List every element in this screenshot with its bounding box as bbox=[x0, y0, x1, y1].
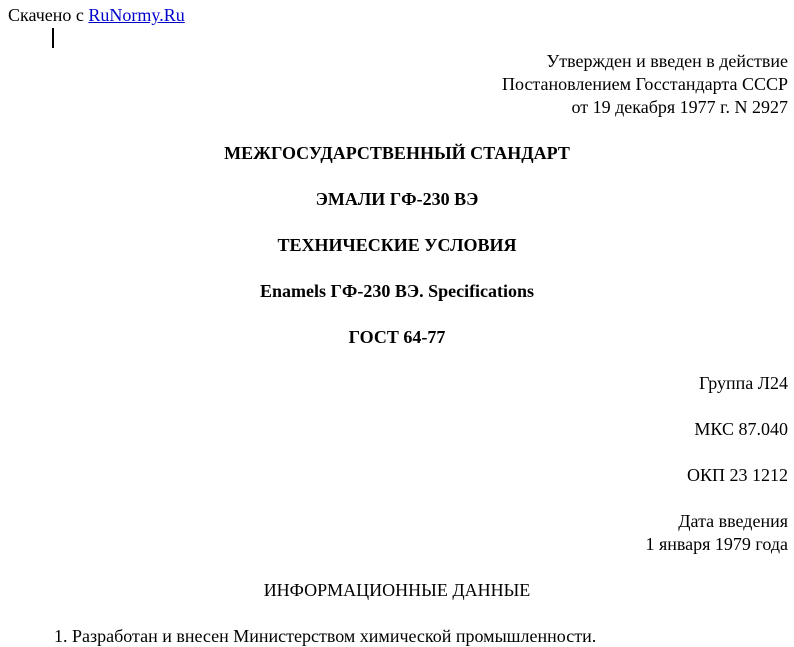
info-item-1: 1. Разработан и внесен Министерством химической промышленности. bbox=[54, 626, 597, 646]
download-prefix: Скачено с bbox=[8, 5, 89, 25]
info-heading: ИНФОРМАЦИОННЫЕ ДАННЫЕ bbox=[263, 580, 531, 600]
mks-code: МКС 87.040 bbox=[694, 419, 788, 439]
okp-code: ОКП 23 1212 bbox=[686, 465, 788, 485]
intro-date-label: Дата введения bbox=[678, 511, 788, 531]
source-link[interactable]: RuNormy.Ru bbox=[88, 5, 185, 25]
english-title: Enamels ГФ-230 ВЭ. Specifications bbox=[259, 281, 535, 301]
standard-type-title: МЕЖГОСУДАРСТВЕННЫЙ СТАНДАРТ bbox=[224, 143, 570, 163]
approval-line-1: Утвержден и введен в действие bbox=[546, 51, 788, 71]
product-title: ЭМАЛИ ГФ-230 ВЭ bbox=[315, 189, 479, 209]
approval-line-3: от 19 декабря 1977 г. N 2927 bbox=[571, 97, 788, 117]
text-cursor bbox=[52, 28, 54, 48]
specification-title: ТЕХНИЧЕСКИЕ УСЛОВИЯ bbox=[277, 235, 517, 255]
download-source-line bbox=[8, 4, 185, 26]
gost-number: ГОСТ 64-77 bbox=[348, 327, 446, 347]
approval-line-2: Постановлением Госстандарта СССР bbox=[502, 74, 788, 94]
intro-date-value: 1 января 1979 года bbox=[645, 534, 788, 554]
group-code: Группа Л24 bbox=[699, 373, 788, 393]
